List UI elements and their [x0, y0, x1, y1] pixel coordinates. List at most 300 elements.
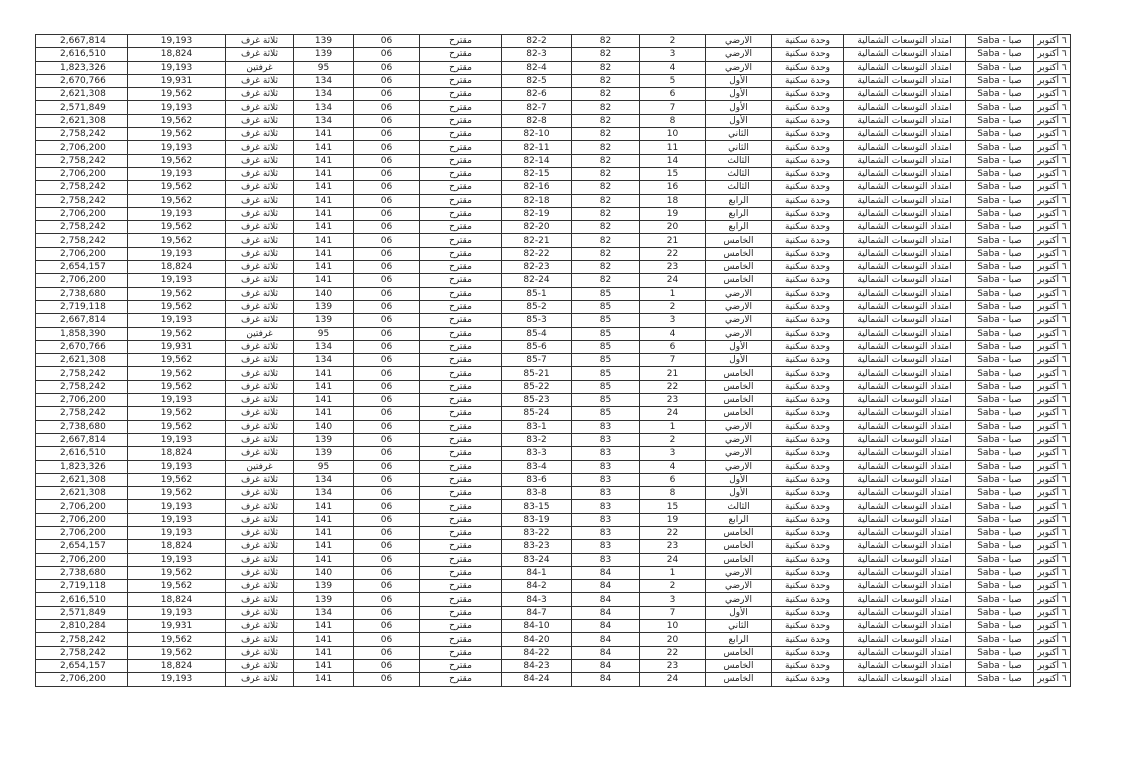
unit-number-cell: 2 — [640, 300, 706, 313]
building-cell: 84 — [572, 620, 640, 633]
floor-cell: الارضي — [706, 447, 772, 460]
unit-code-cell: 82-19 — [502, 207, 572, 220]
project-cell: امتداد التوسعات الشمالية — [844, 247, 966, 260]
price-cell: 2,670,766 — [36, 74, 128, 87]
table-row — [36, 181, 1071, 194]
rooms-cell: ثلاثة غرف — [226, 673, 294, 686]
city-cell: ٦ أكتوبر — [1034, 407, 1071, 420]
compound-cell: صبا - Saba — [966, 114, 1034, 127]
city-cell: ٦ أكتوبر — [1034, 327, 1071, 340]
price-cell: 2,758,242 — [36, 128, 128, 141]
unit-code-cell: 84-23 — [502, 659, 572, 672]
table-row — [36, 606, 1071, 619]
unit-code-cell: 84-1 — [502, 566, 572, 579]
price-per-meter-cell: 19,931 — [128, 74, 226, 87]
compound-cell: صبا - Saba — [966, 673, 1034, 686]
table-row — [36, 620, 1071, 633]
floor-cell: الارضي — [706, 287, 772, 300]
unit-code-cell: 82-11 — [502, 141, 572, 154]
compound-cell: صبا - Saba — [966, 513, 1034, 526]
price-per-meter-cell: 19,193 — [128, 274, 226, 287]
city-cell: ٦ أكتوبر — [1034, 314, 1071, 327]
table-row — [36, 380, 1071, 393]
area-cell: 134 — [294, 473, 354, 486]
floor-cell: الخامس — [706, 673, 772, 686]
area-cell: 134 — [294, 487, 354, 500]
compound-cell: صبا - Saba — [966, 207, 1034, 220]
unit-number-cell: 22 — [640, 526, 706, 539]
project-cell: امتداد التوسعات الشمالية — [844, 620, 966, 633]
unit-type-cell: وحدة سكنية — [772, 35, 844, 48]
phase-cell: 06 — [354, 659, 420, 672]
floor-cell: الثالث — [706, 154, 772, 167]
price-cell: 2,667,814 — [36, 314, 128, 327]
price-cell: 2,621,308 — [36, 114, 128, 127]
compound-cell: صبا - Saba — [966, 128, 1034, 141]
price-cell: 2,706,200 — [36, 553, 128, 566]
price-cell: 1,823,326 — [36, 460, 128, 473]
phase-cell: 06 — [354, 540, 420, 553]
city-cell: ٦ أكتوبر — [1034, 354, 1071, 367]
unit-number-cell: 6 — [640, 340, 706, 353]
unit-code-cell: 83-19 — [502, 513, 572, 526]
unit-code-cell: 85-23 — [502, 394, 572, 407]
table-row — [36, 513, 1071, 526]
rooms-cell: ثلاثة غرف — [226, 646, 294, 659]
phase-cell: 06 — [354, 407, 420, 420]
city-cell: ٦ أكتوبر — [1034, 141, 1071, 154]
compound-cell: صبا - Saba — [966, 633, 1034, 646]
city-cell: ٦ أكتوبر — [1034, 61, 1071, 74]
phase-cell: 06 — [354, 261, 420, 274]
compound-cell: صبا - Saba — [966, 593, 1034, 606]
phase-cell: 06 — [354, 367, 420, 380]
building-cell: 84 — [572, 633, 640, 646]
unit-number-cell: 8 — [640, 487, 706, 500]
project-cell: امتداد التوسعات الشمالية — [844, 221, 966, 234]
rooms-cell: ثلاثة غرف — [226, 367, 294, 380]
phase-cell: 06 — [354, 88, 420, 101]
project-cell: امتداد التوسعات الشمالية — [844, 128, 966, 141]
table-row — [36, 207, 1071, 220]
project-cell: امتداد التوسعات الشمالية — [844, 194, 966, 207]
table-row — [36, 154, 1071, 167]
building-cell: 82 — [572, 207, 640, 220]
building-cell: 85 — [572, 394, 640, 407]
unit-number-cell: 22 — [640, 380, 706, 393]
price-per-meter-cell: 19,931 — [128, 620, 226, 633]
phase-cell: 06 — [354, 35, 420, 48]
unit-code-cell: 85-24 — [502, 407, 572, 420]
building-cell: 82 — [572, 181, 640, 194]
table-row — [36, 194, 1071, 207]
city-cell: ٦ أكتوبر — [1034, 74, 1071, 87]
floor-cell: الثالث — [706, 167, 772, 180]
floor-cell: الخامس — [706, 646, 772, 659]
floor-cell: الخامس — [706, 261, 772, 274]
area-cell: 141 — [294, 646, 354, 659]
project-cell: امتداد التوسعات الشمالية — [844, 327, 966, 340]
rooms-cell: ثلاثة غرف — [226, 128, 294, 141]
area-cell: 95 — [294, 460, 354, 473]
area-cell: 141 — [294, 181, 354, 194]
floor-cell: الأول — [706, 473, 772, 486]
table-row — [36, 61, 1071, 74]
rooms-cell: ثلاثة غرف — [226, 194, 294, 207]
status-cell: مقترح — [420, 473, 502, 486]
price-cell: 2,706,200 — [36, 167, 128, 180]
price-cell: 2,706,200 — [36, 526, 128, 539]
floor-cell: الرابع — [706, 633, 772, 646]
project-cell: امتداد التوسعات الشمالية — [844, 526, 966, 539]
project-cell: امتداد التوسعات الشمالية — [844, 420, 966, 433]
compound-cell: صبا - Saba — [966, 247, 1034, 260]
unit-type-cell: وحدة سكنية — [772, 500, 844, 513]
price-cell: 2,616,510 — [36, 48, 128, 61]
floor-cell: الارضي — [706, 566, 772, 579]
phase-cell: 06 — [354, 553, 420, 566]
price-per-meter-cell: 19,193 — [128, 101, 226, 114]
unit-code-cell: 83-15 — [502, 500, 572, 513]
phase-cell: 06 — [354, 513, 420, 526]
city-cell: ٦ أكتوبر — [1034, 194, 1071, 207]
unit-number-cell: 6 — [640, 473, 706, 486]
project-cell: امتداد التوسعات الشمالية — [844, 606, 966, 619]
city-cell: ٦ أكتوبر — [1034, 35, 1071, 48]
price-cell: 2,654,157 — [36, 540, 128, 553]
unit-code-cell: 82-24 — [502, 274, 572, 287]
city-cell: ٦ أكتوبر — [1034, 128, 1071, 141]
phase-cell: 06 — [354, 620, 420, 633]
rooms-cell: غرفتين — [226, 327, 294, 340]
unit-type-cell: وحدة سكنية — [772, 61, 844, 74]
project-cell: امتداد التوسعات الشمالية — [844, 473, 966, 486]
price-per-meter-cell: 19,562 — [128, 354, 226, 367]
city-cell: ٦ أكتوبر — [1034, 500, 1071, 513]
price-cell: 2,706,200 — [36, 500, 128, 513]
building-cell: 83 — [572, 433, 640, 446]
unit-number-cell: 4 — [640, 61, 706, 74]
price-per-meter-cell: 19,562 — [128, 221, 226, 234]
table-row — [36, 74, 1071, 87]
unit-type-cell: وحدة سكنية — [772, 394, 844, 407]
unit-type-cell: وحدة سكنية — [772, 101, 844, 114]
unit-type-cell: وحدة سكنية — [772, 314, 844, 327]
status-cell: مقترح — [420, 620, 502, 633]
unit-number-cell: 23 — [640, 659, 706, 672]
unit-code-cell: 85-7 — [502, 354, 572, 367]
building-cell: 82 — [572, 154, 640, 167]
building-cell: 85 — [572, 327, 640, 340]
project-cell: امتداد التوسعات الشمالية — [844, 593, 966, 606]
compound-cell: صبا - Saba — [966, 287, 1034, 300]
floor-cell: الثاني — [706, 620, 772, 633]
rooms-cell: ثلاثة غرف — [226, 633, 294, 646]
floor-cell: الرابع — [706, 221, 772, 234]
compound-cell: صبا - Saba — [966, 314, 1034, 327]
compound-cell: صبا - Saba — [966, 61, 1034, 74]
phase-cell: 06 — [354, 314, 420, 327]
status-cell: مقترح — [420, 48, 502, 61]
status-cell: مقترح — [420, 394, 502, 407]
price-cell: 2,758,242 — [36, 367, 128, 380]
building-cell: 82 — [572, 261, 640, 274]
price-per-meter-cell: 19,562 — [128, 114, 226, 127]
project-cell: امتداد التوسعات الشمالية — [844, 646, 966, 659]
compound-cell: صبا - Saba — [966, 261, 1034, 274]
table-row — [36, 633, 1071, 646]
table-row — [36, 566, 1071, 579]
area-cell: 141 — [294, 194, 354, 207]
area-cell: 141 — [294, 207, 354, 220]
unit-code-cell: 82-21 — [502, 234, 572, 247]
unit-code-cell: 82-6 — [502, 88, 572, 101]
compound-cell: صبا - Saba — [966, 473, 1034, 486]
rooms-cell: ثلاثة غرف — [226, 659, 294, 672]
rooms-cell: ثلاثة غرف — [226, 274, 294, 287]
unit-code-cell: 83-23 — [502, 540, 572, 553]
building-cell: 83 — [572, 526, 640, 539]
area-cell: 139 — [294, 593, 354, 606]
unit-number-cell: 3 — [640, 447, 706, 460]
status-cell: مقترح — [420, 460, 502, 473]
status-cell: مقترح — [420, 380, 502, 393]
unit-number-cell: 8 — [640, 114, 706, 127]
rooms-cell: ثلاثة غرف — [226, 48, 294, 61]
unit-code-cell: 82-10 — [502, 128, 572, 141]
price-cell: 2,758,242 — [36, 234, 128, 247]
rooms-cell: ثلاثة غرف — [226, 181, 294, 194]
project-cell: امتداد التوسعات الشمالية — [844, 367, 966, 380]
area-cell: 141 — [294, 234, 354, 247]
unit-type-cell: وحدة سكنية — [772, 154, 844, 167]
floor-cell: الأول — [706, 354, 772, 367]
price-cell: 2,616,510 — [36, 593, 128, 606]
unit-type-cell: وحدة سكنية — [772, 221, 844, 234]
compound-cell: صبا - Saba — [966, 221, 1034, 234]
phase-cell: 06 — [354, 500, 420, 513]
price-cell: 2,758,242 — [36, 221, 128, 234]
table-row — [36, 540, 1071, 553]
area-cell: 134 — [294, 606, 354, 619]
status-cell: مقترح — [420, 234, 502, 247]
rooms-cell: ثلاثة غرف — [226, 207, 294, 220]
project-cell: امتداد التوسعات الشمالية — [844, 580, 966, 593]
rooms-cell: ثلاثة غرف — [226, 154, 294, 167]
building-cell: 82 — [572, 88, 640, 101]
floor-cell: الارضي — [706, 48, 772, 61]
unit-number-cell: 3 — [640, 314, 706, 327]
rooms-cell: ثلاثة غرف — [226, 526, 294, 539]
compound-cell: صبا - Saba — [966, 553, 1034, 566]
floor-cell: الارضي — [706, 580, 772, 593]
city-cell: ٦ أكتوبر — [1034, 340, 1071, 353]
unit-number-cell: 21 — [640, 234, 706, 247]
unit-number-cell: 10 — [640, 620, 706, 633]
price-per-meter-cell: 19,193 — [128, 314, 226, 327]
city-cell: ٦ أكتوبر — [1034, 88, 1071, 101]
project-cell: امتداد التوسعات الشمالية — [844, 61, 966, 74]
area-cell: 134 — [294, 354, 354, 367]
status-cell: مقترح — [420, 101, 502, 114]
unit-type-cell: وحدة سكنية — [772, 380, 844, 393]
price-cell: 2,706,200 — [36, 141, 128, 154]
area-cell: 134 — [294, 114, 354, 127]
unit-code-cell: 83-4 — [502, 460, 572, 473]
status-cell: مقترح — [420, 354, 502, 367]
floor-cell: الارضي — [706, 593, 772, 606]
area-cell: 140 — [294, 420, 354, 433]
area-cell: 141 — [294, 659, 354, 672]
unit-code-cell: 84-20 — [502, 633, 572, 646]
project-cell: امتداد التوسعات الشمالية — [844, 207, 966, 220]
price-cell: 2,654,157 — [36, 261, 128, 274]
city-cell: ٦ أكتوبر — [1034, 287, 1071, 300]
status-cell: مقترح — [420, 646, 502, 659]
price-cell: 2,738,680 — [36, 420, 128, 433]
phase-cell: 06 — [354, 74, 420, 87]
unit-type-cell: وحدة سكنية — [772, 407, 844, 420]
area-cell: 139 — [294, 580, 354, 593]
unit-code-cell: 84-22 — [502, 646, 572, 659]
city-cell: ٦ أكتوبر — [1034, 433, 1071, 446]
phase-cell: 06 — [354, 234, 420, 247]
unit-type-cell: وحدة سكنية — [772, 526, 844, 539]
building-cell: 84 — [572, 593, 640, 606]
project-cell: امتداد التوسعات الشمالية — [844, 354, 966, 367]
unit-number-cell: 2 — [640, 35, 706, 48]
compound-cell: صبا - Saba — [966, 88, 1034, 101]
price-per-meter-cell: 19,562 — [128, 181, 226, 194]
table-row — [36, 580, 1071, 593]
price-cell: 2,758,242 — [36, 407, 128, 420]
unit-code-cell: 84-24 — [502, 673, 572, 686]
phase-cell: 06 — [354, 181, 420, 194]
project-cell: امتداد التوسعات الشمالية — [844, 659, 966, 672]
building-cell: 82 — [572, 274, 640, 287]
status-cell: مقترح — [420, 274, 502, 287]
unit-number-cell: 7 — [640, 606, 706, 619]
unit-code-cell: 85-1 — [502, 287, 572, 300]
area-cell: 141 — [294, 553, 354, 566]
compound-cell: صبا - Saba — [966, 74, 1034, 87]
project-cell: امتداد التوسعات الشمالية — [844, 314, 966, 327]
area-cell: 141 — [294, 128, 354, 141]
unit-type-cell: وحدة سكنية — [772, 633, 844, 646]
unit-type-cell: وحدة سكنية — [772, 460, 844, 473]
price-cell: 2,738,680 — [36, 566, 128, 579]
unit-number-cell: 3 — [640, 593, 706, 606]
price-cell: 2,758,242 — [36, 194, 128, 207]
price-per-meter-cell: 19,562 — [128, 234, 226, 247]
rooms-cell: ثلاثة غرف — [226, 221, 294, 234]
building-cell: 82 — [572, 234, 640, 247]
table-row — [36, 433, 1071, 446]
compound-cell: صبا - Saba — [966, 659, 1034, 672]
phase-cell: 06 — [354, 433, 420, 446]
compound-cell: صبا - Saba — [966, 194, 1034, 207]
price-per-meter-cell: 19,193 — [128, 394, 226, 407]
floor-cell: الثاني — [706, 141, 772, 154]
status-cell: مقترح — [420, 327, 502, 340]
status-cell: مقترح — [420, 633, 502, 646]
phase-cell: 06 — [354, 447, 420, 460]
building-cell: 85 — [572, 407, 640, 420]
unit-code-cell: 83-1 — [502, 420, 572, 433]
project-cell: امتداد التوسعات الشمالية — [844, 633, 966, 646]
unit-code-cell: 85-6 — [502, 340, 572, 353]
area-cell: 139 — [294, 35, 354, 48]
phase-cell: 06 — [354, 101, 420, 114]
unit-type-cell: وحدة سكنية — [772, 447, 844, 460]
unit-code-cell: 82-7 — [502, 101, 572, 114]
phase-cell: 06 — [354, 274, 420, 287]
phase-cell: 06 — [354, 340, 420, 353]
rooms-cell: ثلاثة غرف — [226, 314, 294, 327]
unit-type-cell: وحدة سكنية — [772, 606, 844, 619]
project-cell: امتداد التوسعات الشمالية — [844, 287, 966, 300]
floor-cell: الخامس — [706, 659, 772, 672]
table-row — [36, 128, 1071, 141]
rooms-cell: ثلاثة غرف — [226, 114, 294, 127]
project-cell: امتداد التوسعات الشمالية — [844, 114, 966, 127]
unit-number-cell: 4 — [640, 327, 706, 340]
unit-type-cell: وحدة سكنية — [772, 207, 844, 220]
status-cell: مقترح — [420, 407, 502, 420]
area-cell: 139 — [294, 48, 354, 61]
status-cell: مقترح — [420, 487, 502, 500]
compound-cell: صبا - Saba — [966, 566, 1034, 579]
status-cell: مقترح — [420, 300, 502, 313]
compound-cell: صبا - Saba — [966, 407, 1034, 420]
unit-code-cell: 83-24 — [502, 553, 572, 566]
city-cell: ٦ أكتوبر — [1034, 380, 1071, 393]
status-cell: مقترح — [420, 247, 502, 260]
compound-cell: صبا - Saba — [966, 540, 1034, 553]
unit-code-cell: 84-7 — [502, 606, 572, 619]
unit-code-cell: 82-4 — [502, 61, 572, 74]
price-per-meter-cell: 19,193 — [128, 513, 226, 526]
price-per-meter-cell: 19,193 — [128, 167, 226, 180]
status-cell: مقترح — [420, 606, 502, 619]
status-cell: مقترح — [420, 221, 502, 234]
project-cell: امتداد التوسعات الشمالية — [844, 513, 966, 526]
floor-cell: الأول — [706, 487, 772, 500]
area-cell: 141 — [294, 247, 354, 260]
project-cell: امتداد التوسعات الشمالية — [844, 500, 966, 513]
unit-type-cell: وحدة سكنية — [772, 433, 844, 446]
phase-cell: 06 — [354, 473, 420, 486]
compound-cell: صبا - Saba — [966, 580, 1034, 593]
units-table — [35, 34, 1071, 687]
unit-number-cell: 14 — [640, 154, 706, 167]
price-per-meter-cell: 19,193 — [128, 35, 226, 48]
compound-cell: صبا - Saba — [966, 274, 1034, 287]
compound-cell: صبا - Saba — [966, 460, 1034, 473]
price-cell: 2,621,308 — [36, 354, 128, 367]
rooms-cell: ثلاثة غرف — [226, 513, 294, 526]
unit-type-cell: وحدة سكنية — [772, 487, 844, 500]
unit-type-cell: وحدة سكنية — [772, 540, 844, 553]
rooms-cell: ثلاثة غرف — [226, 394, 294, 407]
area-cell: 141 — [294, 513, 354, 526]
phase-cell: 06 — [354, 167, 420, 180]
price-per-meter-cell: 18,824 — [128, 447, 226, 460]
unit-code-cell: 82-15 — [502, 167, 572, 180]
price-cell: 2,670,766 — [36, 340, 128, 353]
price-cell: 2,719,118 — [36, 300, 128, 313]
building-cell: 82 — [572, 35, 640, 48]
